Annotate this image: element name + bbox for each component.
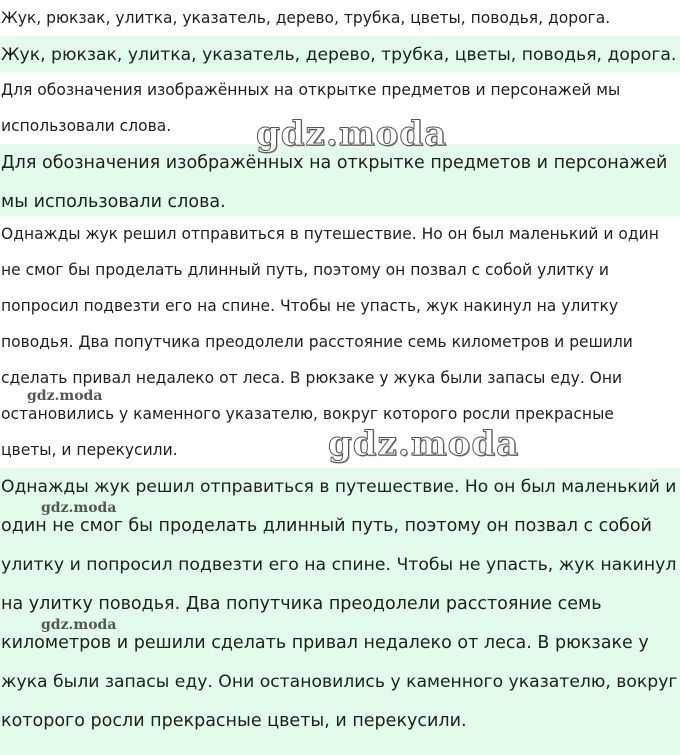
paragraph-line: Для обозначения изображённых на открытке предметов и персонажей bbox=[1, 153, 668, 173]
paragraph-line: на улитку поводья. Два попутчика преодолели расстояние семь bbox=[1, 594, 602, 614]
answer-paragraph-2-highlighted bbox=[0, 144, 680, 216]
paragraph-line: не смог бы проделать длинный путь, поэтому он позвал с собой улитку и bbox=[1, 261, 609, 279]
paragraph-line: Однажды жук решил отправиться в путешествие. Но он был маленький и один bbox=[1, 225, 659, 243]
paragraph-line: остановились у каменного указателю, вокруг которого росли прекрасные bbox=[1, 405, 614, 423]
paragraph-line: сделать привал недалеко от леса. В рюкзаке у жука были запасы еду. Они bbox=[1, 369, 623, 387]
paragraph-line: которого росли прекрасные цветы, и перекусили. bbox=[1, 711, 467, 731]
paragraph-line: поводья. Два попутчика преодолели расстояние семь километров и решили bbox=[1, 333, 633, 351]
paragraph-line: Для обозначения изображённых на открытке предметов и персонажей мы bbox=[1, 81, 621, 99]
paragraph-line: километров и решили сделать привал недалеко от леса. В рюкзаке у bbox=[1, 633, 649, 653]
paragraph-line: один не смог бы проделать длинный путь, поэтому он позвал с собой bbox=[1, 516, 652, 536]
watermark-small: gdz.moda bbox=[41, 617, 117, 633]
paragraph-line: попросил подвезти его на спине. Чтобы не упасть, жук накинул на улитку bbox=[1, 297, 619, 315]
paragraph-line: использовали слова. bbox=[1, 117, 172, 135]
paragraph-line: жука были запасы еду. Они остановились у каменного указателю, вокруг bbox=[1, 672, 678, 692]
watermark-small: gdz.moda bbox=[41, 500, 117, 516]
answer-paragraph-1-highlighted bbox=[0, 36, 680, 72]
answer-paragraph-1 bbox=[0, 0, 680, 36]
paragraph-line: Жук, рюкзак, улитка, указатель, дерево, трубка, цветы, поводья, дорога. bbox=[1, 9, 611, 27]
paragraph-line: цветы, и перекусили. bbox=[1, 441, 178, 459]
watermark-large: gdz.moda bbox=[256, 114, 448, 154]
paragraph-line: мы использовали слова. bbox=[1, 192, 226, 212]
watermark-large: gdz.moda bbox=[328, 424, 520, 464]
paragraph-line: Жук, рюкзак, улитка, указатель, дерево, трубка, цветы, поводья, дорога. bbox=[1, 45, 677, 65]
watermark-small: gdz.moda bbox=[27, 388, 103, 404]
paragraph-line: Однажды жук решил отправиться в путешествие. Но он был маленький и bbox=[1, 477, 677, 497]
paragraph-line: улитку и попросил подвезти его на спине. Чтобы не упасть, жук накинул bbox=[1, 555, 677, 575]
